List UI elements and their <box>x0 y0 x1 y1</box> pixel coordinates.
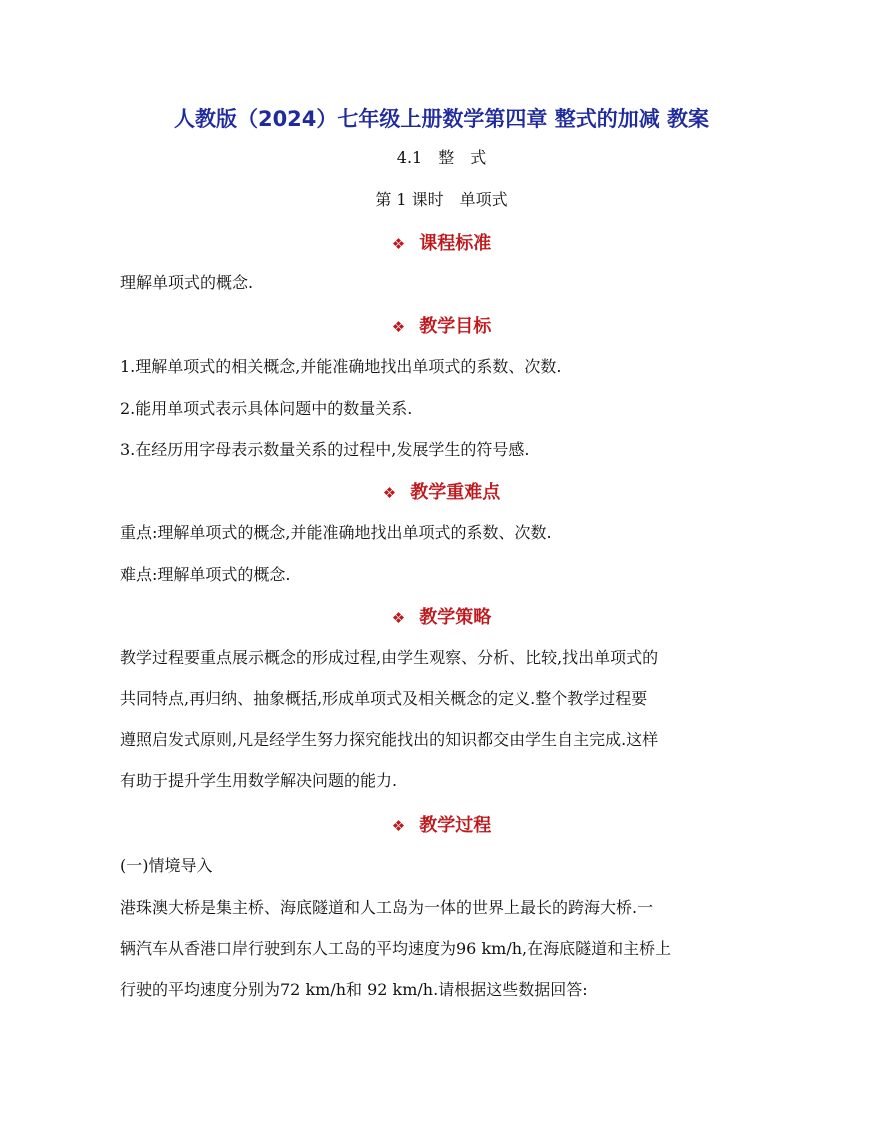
document-title: 人教版（2024）七年级上册数学第四章 整式的加减 教案 <box>173 107 710 131</box>
process-line: 辆汽车从香港口岸行驶到东人工岛的平均速度为96 km/h,在海底隧道和主桥上 <box>120 939 672 958</box>
heading-process <box>0 813 883 839</box>
standard-text: 理解单项式的概念. <box>120 273 254 292</box>
process-line: 行驶的平均速度分别为72 km/h和 92 km/h.请根据这些数据回答: <box>120 980 588 999</box>
key-point-difficult: 难点:理解单项式的概念. <box>120 565 291 584</box>
diamond-ornament-icon: ❖ <box>391 318 406 336</box>
process-line: 港珠澳大桥是集主桥、海底隧道和人工岛为一体的世界上最长的跨海大桥.一 <box>120 898 654 917</box>
strategy-paragraph <box>120 646 770 810</box>
strategy-line: 有助于提升学生用数学解决问题的能力. <box>120 771 398 790</box>
heading-strategy-label: 教学策略 <box>419 607 492 628</box>
heading-key-points-label: 教学重难点 <box>410 482 501 503</box>
heading-strategy <box>0 605 883 631</box>
strategy-line: 共同特点,再归纳、抽象概括,形成单项式及相关概念的定义.整个教学过程要 <box>120 689 648 708</box>
strategy-line: 遵照启发式原则,凡是经学生努力探究能找出的知识都交由学生自主完成.这样 <box>120 730 659 749</box>
goal-item: 3.在经历用字母表示数量关系的过程中,发展学生的符号感. <box>120 440 530 459</box>
diamond-ornament-icon: ❖ <box>391 609 406 627</box>
heading-process-label: 教学过程 <box>419 815 492 836</box>
heading-standard <box>0 231 883 257</box>
heading-standard-label: 课程标准 <box>419 233 492 254</box>
process-subtitle: (一)情境导入 <box>120 856 213 875</box>
diamond-ornament-icon: ❖ <box>391 235 406 253</box>
heading-key-points <box>0 480 883 506</box>
goal-item: 2.能用单项式表示具体问题中的数量关系. <box>120 399 413 418</box>
diamond-ornament-icon: ❖ <box>382 484 397 502</box>
process-paragraph <box>120 896 770 1019</box>
key-point-important: 重点:理解单项式的概念,并能准确地找出单项式的系数、次数. <box>120 523 552 542</box>
diamond-ornament-icon: ❖ <box>391 817 406 835</box>
lesson-title: 第 1 课时 单项式 <box>375 190 508 209</box>
heading-goals-label: 教学目标 <box>419 316 492 337</box>
goal-item: 1.理解单项式的相关概念,并能准确地找出单项式的系数、次数. <box>120 357 562 376</box>
strategy-line: 教学过程要重点展示概念的形成过程,由学生观察、分析、比较,找出单项式的 <box>120 648 659 667</box>
heading-goals <box>0 314 883 340</box>
section-number: 4.1 整 式 <box>396 148 487 167</box>
